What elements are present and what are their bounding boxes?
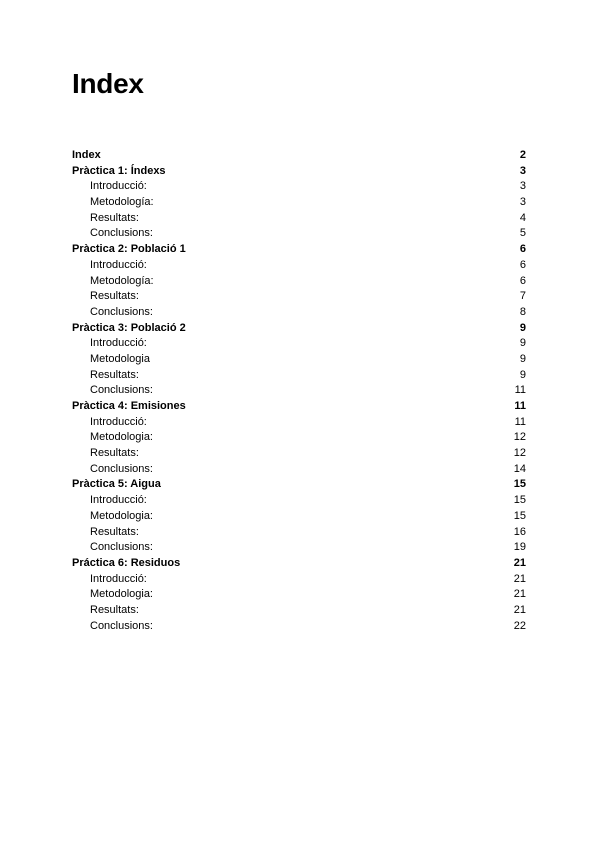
- toc-page-number: 19: [513, 541, 526, 554]
- toc-section-entry[interactable]: [72, 509, 526, 525]
- toc-page-number: 3: [519, 180, 526, 193]
- toc-page-number: 9: [519, 368, 526, 381]
- toc-entry-label: Práctica 6: Residuos: [72, 556, 181, 569]
- toc-page-number: 9: [519, 352, 526, 365]
- toc-entry-label: Metodologia:: [90, 431, 153, 444]
- toc-page-number: 15: [513, 494, 526, 507]
- toc-entry-label: Metodología:: [90, 274, 154, 287]
- toc-page-number: 21: [513, 556, 526, 569]
- toc-section-entry[interactable]: [72, 305, 526, 321]
- toc-section-entry[interactable]: [72, 274, 526, 290]
- toc-entry-label: Resultats:: [90, 603, 139, 616]
- toc-section-entry[interactable]: [72, 352, 526, 368]
- toc-page-number: 3: [519, 164, 526, 177]
- toc-entry-label: Introducció:: [90, 180, 147, 193]
- toc-entry-label: Resultats:: [90, 211, 139, 224]
- toc-chapter-entry[interactable]: [72, 242, 526, 258]
- toc-chapter-entry[interactable]: [72, 321, 526, 337]
- toc-page-number: 12: [513, 431, 526, 444]
- toc-entry-label: Pràctica 5: Aigua: [72, 478, 161, 491]
- toc-entry-label: Resultats:: [90, 525, 139, 538]
- toc-section-entry[interactable]: [72, 462, 526, 478]
- toc-entry-label: Metodologia:: [90, 509, 153, 522]
- toc-page-number: 15: [513, 509, 526, 522]
- toc-section-entry[interactable]: [72, 368, 526, 384]
- toc-section-entry[interactable]: [72, 430, 526, 446]
- toc-section-entry[interactable]: [72, 572, 526, 588]
- toc-entry-label: Resultats:: [90, 368, 139, 381]
- toc-section-entry[interactable]: [72, 226, 526, 242]
- toc-chapter-entry[interactable]: [72, 148, 526, 164]
- toc-entry-label: Conclusions:: [90, 305, 153, 318]
- toc-page-number: 14: [513, 462, 526, 475]
- toc-entry-label: Metodologia: [90, 352, 150, 365]
- toc-page-number: 9: [519, 321, 526, 334]
- toc-page-number: 11: [514, 415, 526, 428]
- toc-page-number: 21: [513, 603, 526, 616]
- toc-section-entry[interactable]: [72, 493, 526, 509]
- toc-section-entry[interactable]: [72, 603, 526, 619]
- toc-entry-label: Conclusions:: [90, 227, 153, 240]
- toc-page-number: 6: [519, 258, 526, 271]
- toc-chapter-entry[interactable]: [72, 399, 526, 415]
- toc-entry-label: Introducció:: [90, 572, 147, 585]
- page-title: Index: [72, 68, 144, 99]
- toc-chapter-entry[interactable]: [72, 556, 526, 572]
- toc-section-entry[interactable]: [72, 446, 526, 462]
- toc-page-number: 3: [519, 196, 526, 209]
- toc-page-number: 5: [519, 227, 526, 240]
- toc-page-number: 22: [513, 619, 526, 632]
- toc-section-entry[interactable]: [72, 179, 526, 195]
- toc-entry-label: Metodología:: [90, 196, 154, 209]
- toc-page-number: 12: [513, 447, 526, 460]
- toc-entry-label: Resultats:: [90, 290, 139, 303]
- toc-page-number: 6: [519, 243, 526, 256]
- toc-section-entry[interactable]: [72, 619, 526, 635]
- toc-section-entry[interactable]: [72, 540, 526, 556]
- toc-page-number: 6: [519, 274, 526, 287]
- toc-page-number: 2: [519, 149, 526, 161]
- toc-entry-label: Index: [72, 149, 101, 161]
- toc-entry-label: Introducció:: [90, 494, 147, 507]
- toc-entry-label: Conclusions:: [90, 462, 153, 475]
- toc-section-entry[interactable]: [72, 525, 526, 541]
- toc-page-number: 8: [519, 305, 526, 318]
- toc-section-entry[interactable]: [72, 383, 526, 399]
- toc-entry-label: Introducció:: [90, 258, 147, 271]
- toc-section-entry[interactable]: [72, 211, 526, 227]
- toc-entry-label: Resultats:: [90, 447, 139, 460]
- toc-section-entry[interactable]: [72, 289, 526, 305]
- toc-entry-label: Conclusions:: [90, 619, 153, 632]
- toc-section-entry[interactable]: [72, 195, 526, 211]
- toc-page-number: 21: [513, 572, 526, 585]
- toc-page-number: 21: [513, 588, 526, 601]
- toc-section-entry[interactable]: [72, 587, 526, 603]
- toc-section-entry[interactable]: [72, 258, 526, 274]
- toc-entry-label: Conclusions:: [90, 384, 153, 397]
- table-of-contents: [72, 148, 526, 634]
- toc-entry-label: Introducció:: [90, 415, 147, 428]
- toc-section-entry[interactable]: [72, 415, 526, 431]
- toc-entry-label: Metodologia:: [90, 588, 153, 601]
- toc-entry-label: Pràctica 3: Població 2: [72, 321, 186, 334]
- toc-page-number: 11: [514, 384, 526, 397]
- toc-chapter-entry[interactable]: [72, 164, 526, 180]
- toc-entry-label: Pràctica 2: Població 1: [72, 243, 186, 256]
- toc-chapter-entry[interactable]: [72, 477, 526, 493]
- toc-entry-label: Pràctica 4: Emisiones: [72, 400, 186, 412]
- toc-entry-label: Pràctica 1: Índexs: [72, 164, 166, 177]
- toc-page-number: 11: [514, 400, 526, 412]
- toc-page-number: 9: [519, 337, 526, 350]
- toc-page-number: 4: [519, 211, 526, 224]
- toc-entry-label: Conclusions:: [90, 541, 153, 554]
- toc-page-number: 16: [513, 525, 526, 538]
- toc-page-number: 15: [513, 478, 526, 491]
- toc-entry-label: Introducció:: [90, 337, 147, 350]
- toc-page-number: 7: [519, 290, 526, 303]
- toc-section-entry[interactable]: [72, 336, 526, 352]
